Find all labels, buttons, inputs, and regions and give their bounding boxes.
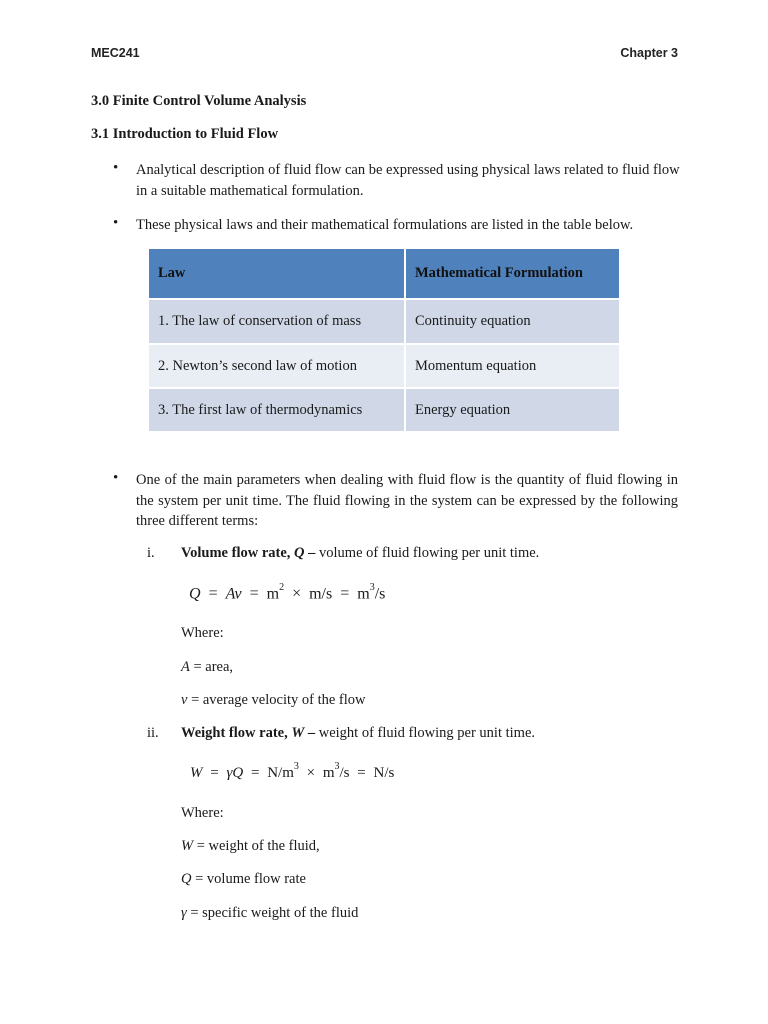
table-cell-law: 1. The law of conservation of mass xyxy=(149,299,405,344)
where-label: Where: xyxy=(181,805,224,821)
bullet-marker: • xyxy=(113,470,119,486)
bullet-marker: • xyxy=(113,160,119,176)
chapter-label: Chapter 3 xyxy=(620,46,678,60)
table-header-formulation: Mathematical Formulation xyxy=(405,249,619,299)
list-item-volume-flow-rate xyxy=(181,545,539,562)
table-row xyxy=(149,299,619,344)
definition-velocity: v = average velocity of the flow xyxy=(181,692,366,708)
table-row xyxy=(149,344,619,388)
table-cell-formulation: Energy equation xyxy=(405,388,619,432)
definition-specific-weight: γ = specific weight of the fluid xyxy=(181,905,359,921)
term-dash: – xyxy=(304,545,320,561)
definition-weight: W = weight of the fluid, xyxy=(181,838,320,854)
term-label: Volume flow rate, xyxy=(181,545,295,561)
list-numeral: ii. xyxy=(147,725,159,741)
term-dash: – xyxy=(304,725,319,741)
table-row xyxy=(149,388,619,432)
section-heading: 3.0 Finite Control Volume Analysis xyxy=(91,93,307,109)
table-cell-formulation: Continuity equation xyxy=(405,299,619,344)
table-cell-law: 2. Newton’s second law of motion xyxy=(149,344,405,388)
term-description: weight of fluid flowing per unit time. xyxy=(318,725,536,741)
where-label: Where: xyxy=(181,625,224,641)
volume-flow-equation: $Q = Av = m^2 \times m/s = m^3/s$ xyxy=(189,582,386,603)
term-label: Weight flow rate, xyxy=(181,725,292,741)
course-code: MEC241 xyxy=(91,46,140,60)
laws-table xyxy=(149,249,619,433)
bullet-marker: • xyxy=(113,215,119,231)
table-cell-formulation: Momentum equation xyxy=(405,344,619,388)
table-header-law: Law xyxy=(149,249,405,299)
bullet-text-2: These physical laws and their mathematical formulations are listed in the table below. xyxy=(136,217,634,233)
definition-volume-flow: Q = volume flow rate xyxy=(181,871,306,887)
table-cell-law: 3. The first law of thermodynamics xyxy=(149,388,405,432)
term-symbol: W xyxy=(291,725,305,741)
term-symbol: Q xyxy=(294,545,305,561)
list-numeral: i. xyxy=(147,545,155,561)
list-item-weight-flow-rate xyxy=(181,725,535,742)
bullet-text-1: Analytical description of fluid flow can be expressed using physical laws related to fluid flow in a suitable mathematical formulation. xyxy=(136,162,680,199)
weight-flow-equation: $W = \gamma Q = N/m^3 \times m^3/s = N/s$ xyxy=(190,761,395,781)
term-description: volume of fluid flowing per unit time. xyxy=(319,545,540,561)
definition-area: A = area, xyxy=(181,659,234,675)
subsection-heading: 3.1 Introduction to Fluid Flow xyxy=(91,126,279,142)
table-header-row xyxy=(149,249,619,299)
bullet-text-3: One of the main parameters when dealing with fluid flow is the quantity of fluid flowing in the system per unit time. The fluid flowing in the system can be expressed by the following three different terms: xyxy=(136,472,678,529)
